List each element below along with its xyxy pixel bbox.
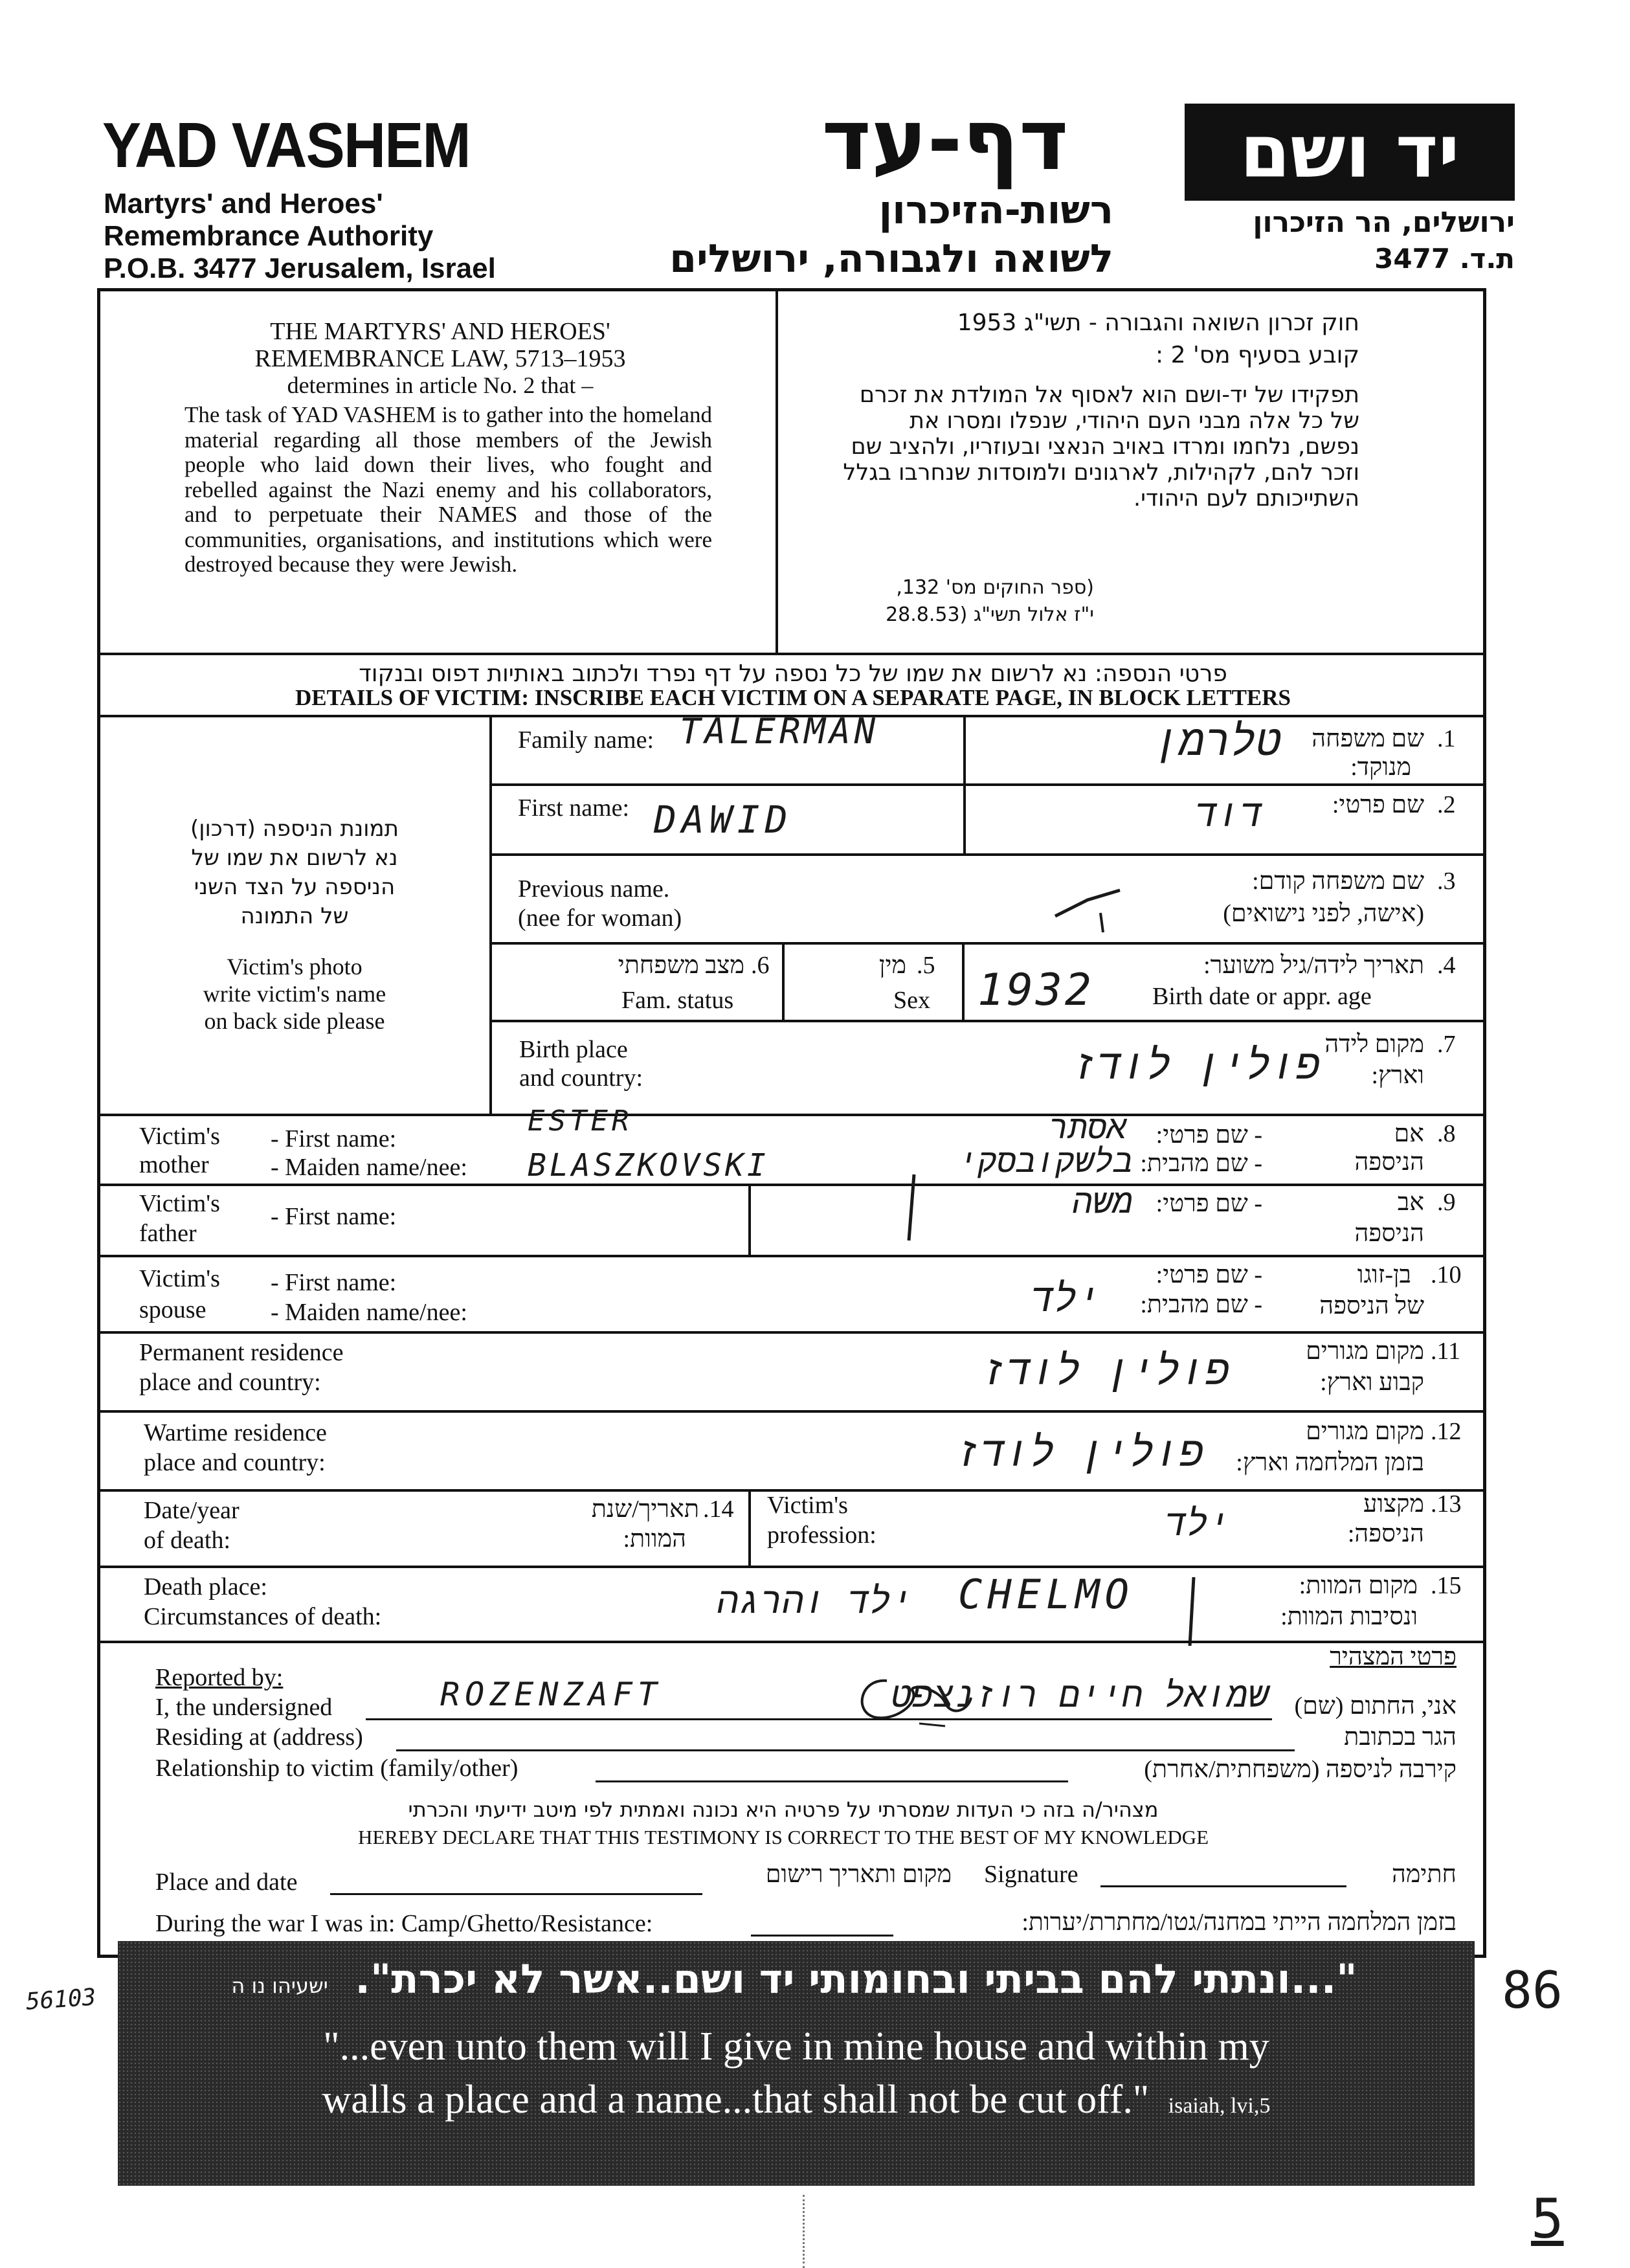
- wartime-residence-he-value[interactable]: פולין לודז: [955, 1428, 1204, 1476]
- law-he-title1: חוק זכרון השואה והגבורה - תשי"ג 1953: [957, 309, 1359, 336]
- signature-scribble: [848, 1672, 977, 1736]
- logo-sub-line2: ת.ד. 3477: [1374, 243, 1515, 275]
- authority-he-line1: רשות-הזיכרון: [878, 188, 1113, 233]
- law-he-ref2: י"ז אלול תשי"ג (28.8.53: [886, 603, 1094, 626]
- previous-name-label2: (nee for woman): [518, 904, 682, 932]
- photo-he-4: של התמונה: [240, 903, 349, 929]
- mother-maiden-name-label: - Maiden name/nee:: [271, 1154, 467, 1181]
- previous-name-label: Previous name.: [518, 875, 670, 903]
- previous-name-dash-mark: [1049, 877, 1126, 936]
- photo-he-3: הניספה על הצד השני: [194, 874, 396, 900]
- death-place-value[interactable]: CHELMO: [958, 1571, 1134, 1618]
- permanent-residence-he-label: מקום מגורים: [1306, 1338, 1424, 1365]
- war-he-label: בזמן המלחמה הייתי במחנה/גטו/מחתרת/יערות:: [1022, 1909, 1457, 1936]
- field-4-number: .4: [1437, 952, 1456, 979]
- war-label: During the war I was in: Camp/Ghetto/Resistance:: [155, 1910, 653, 1937]
- profession-label: Victim's: [767, 1492, 848, 1519]
- authority-he-line2: לשואה ולגבורה, ירושלים: [669, 236, 1113, 282]
- field-15-number: .15: [1431, 1572, 1462, 1599]
- law-he-title2: קובע בסעיף מס' 2 :: [1155, 342, 1359, 368]
- banner-he-ref: ישעיהו נו ה: [231, 1973, 328, 1998]
- signature-label: Signature: [984, 1861, 1078, 1888]
- field-14-number: .14: [703, 1496, 734, 1523]
- birth-place-he-value[interactable]: פולין לודז: [1071, 1041, 1321, 1089]
- spouse-he-label2: של הניספה: [1319, 1292, 1424, 1319]
- banner-he: [157, 1955, 1432, 2003]
- victim-header-en: DETAILS OF VICTIM: INSCRIBE EACH VICTIM ON A SEPARATE PAGE, IN BLOCK LETTERS: [295, 685, 1291, 710]
- first-name-value[interactable]: DAWID: [654, 798, 793, 842]
- birth-date-value[interactable]: 1932: [977, 965, 1094, 1016]
- spouse-first-name-label: - First name:: [271, 1269, 397, 1296]
- permanent-residence-he-value[interactable]: פולין לודז: [981, 1347, 1230, 1395]
- photo-he-1: תמונת הניספה (דרכון): [190, 816, 399, 842]
- place-date-label: Place and date: [155, 1869, 298, 1896]
- death-place-slash-mark: [1178, 1573, 1204, 1651]
- family-name-he-label2: מנוקד:: [1350, 754, 1411, 781]
- spouse-maiden-name-he-label: - שם מהבית:: [1140, 1291, 1262, 1318]
- mother-maiden-name-value[interactable]: BLASZKOVSKI: [528, 1147, 769, 1184]
- field-3-number: .3: [1437, 868, 1456, 895]
- field-2-number: .2: [1437, 791, 1456, 818]
- father-first-name-label: - First name:: [271, 1203, 397, 1230]
- first-name-he-value[interactable]: דוד: [1194, 791, 1262, 835]
- victim-header-he: פרטי הנספה: נא לרשום את שמו של כל נספה על דף נפרד ולכתוב באותיות דפוס ובנקוד: [359, 660, 1227, 687]
- margin-right-number: 86: [1502, 1962, 1563, 2020]
- org-address: P.O.B. 3477 Jerusalem, Israel: [104, 253, 496, 284]
- relationship-he-label: קירבה לניספה (משפחתית/אחרת): [1144, 1756, 1457, 1783]
- law-en-body: The task of YAD VASHEM is to gather into the homeland material regarding all those members of the Jewish people who laid down their lives, who fought and rebelled against the Nazi enemy and his collaborators, and to perpetuate their NAMES and those of the communities, organisations, and institutions which were destroyed because they were Jewish.: [184, 402, 712, 577]
- logo-box: [1185, 104, 1515, 201]
- field-10-number: .10: [1431, 1261, 1462, 1288]
- birth-place-he-label2: וארץ:: [1371, 1062, 1424, 1089]
- father-first-name-he-value[interactable]: משה: [1072, 1182, 1133, 1221]
- banner-en-line1: "...even unto them will I give in mine house and within my: [323, 2025, 1269, 2069]
- banner-en-line2-wrap: [118, 2077, 1475, 2123]
- death-date-label: Date/year: [144, 1497, 240, 1524]
- spouse-first-name-he-label: - שם פרטי:: [1156, 1261, 1262, 1288]
- fold-line: [803, 2195, 805, 2268]
- fam-status-label: Fam. status: [621, 987, 734, 1014]
- signature-he-label: חתימה: [1391, 1861, 1457, 1888]
- page-title-he: דף-עד: [821, 91, 1069, 189]
- field-7-number: .7: [1437, 1031, 1456, 1058]
- spouse-he-value[interactable]: ילד: [1030, 1275, 1100, 1321]
- margin-bottom-number: 5: [1531, 2187, 1564, 2251]
- profession-he-label: מקצוע: [1363, 1490, 1424, 1518]
- logo-sub-line1: ירושלים, הר הזיכרון: [1253, 206, 1515, 239]
- family-name-he-value[interactable]: טלרמן: [1153, 715, 1282, 765]
- spouse-label: Victim's: [139, 1265, 220, 1292]
- org-line-1: Martyrs' and Heroes': [104, 188, 383, 219]
- field-6-number: .6: [751, 952, 770, 979]
- profession-he-label2: הניספה:: [1347, 1520, 1424, 1547]
- mother-first-name-label: - First name:: [271, 1125, 397, 1152]
- logo-he: יד ושם: [1240, 110, 1460, 194]
- law-en-title1: THE MARTYRS' AND HEROES': [270, 318, 610, 345]
- law-en-title2: REMEMBRANCE LAW, 5713–1953: [254, 345, 626, 372]
- mother-label: Victim's: [139, 1123, 220, 1150]
- mother-maiden-name-he-label: - שם מהבית:: [1140, 1150, 1262, 1177]
- declare-en: HEREBY DECLARE THAT THIS TESTIMONY IS CORRECT TO THE BEST OF MY KNOWLEDGE: [357, 1826, 1209, 1848]
- family-name-he-label: שם משפחה: [1312, 725, 1424, 752]
- residing-label: Residing at (address): [155, 1723, 363, 1751]
- field-13-number: .13: [1431, 1490, 1462, 1518]
- declare-he: מצהיר/ה בזה כי העדות שמסרתי על פרטיה היא נכונה ואמתית לפי מיטב ידיעתי והכרתי: [408, 1797, 1159, 1822]
- family-name-label: Family name:: [518, 726, 654, 754]
- field-1-number: .1: [1437, 725, 1456, 752]
- field-9-number: .9: [1437, 1189, 1456, 1216]
- field-5-number: .5: [917, 952, 935, 979]
- reporter-name-value[interactable]: ROZENZAFT: [440, 1676, 662, 1713]
- spouse-he-label: בן-זוגו: [1357, 1261, 1411, 1288]
- sex-label: Sex: [893, 987, 930, 1014]
- father-dash-mark: [900, 1169, 926, 1247]
- profession-label2: profession:: [767, 1521, 876, 1549]
- father-label2: father: [139, 1220, 197, 1247]
- death-date-label2: of death:: [144, 1527, 231, 1554]
- mother-first-name-value[interactable]: ESTER: [528, 1105, 633, 1138]
- father-first-name-he-label: - שם פרטי:: [1156, 1190, 1262, 1217]
- permanent-residence-label: Permanent residence: [139, 1339, 344, 1366]
- birth-place-label: Birth place: [519, 1036, 628, 1063]
- profession-he-value[interactable]: ילד: [1165, 1502, 1230, 1544]
- law-en-title3: determines in article No. 2 that –: [287, 372, 594, 398]
- death-circumstances-he-label: ונסיבות המוות:: [1280, 1603, 1418, 1630]
- birth-date-he-label: תאריך לידה/גיל משוער:: [1203, 952, 1424, 979]
- birth-place-label2: and country:: [519, 1064, 643, 1092]
- father-label: Victim's: [139, 1190, 220, 1217]
- father-he-label: אב: [1397, 1189, 1424, 1216]
- mother-first-name-he-value[interactable]: אסתר: [1048, 1108, 1126, 1146]
- mother-label2: mother: [139, 1151, 209, 1178]
- undersigned-he-label: אני, החתום (שם): [1294, 1692, 1457, 1720]
- place-date-he-label: מקום ותאריך רישום: [765, 1861, 952, 1888]
- law-he-ref1: (ספר החוקים מס' 132,: [896, 576, 1094, 599]
- field-11-number: .11: [1431, 1338, 1461, 1365]
- residing-he-label: הגר בכתובת: [1344, 1723, 1457, 1751]
- birth-place-he-label: מקום לידה: [1324, 1031, 1424, 1058]
- first-name-label: First name:: [518, 794, 630, 822]
- spouse-maiden-name-label: - Maiden name/nee:: [271, 1299, 467, 1326]
- birth-date-label: Birth date or appr. age: [1152, 983, 1372, 1010]
- banner-en-line2: walls a place and a name...that shall not be cut off.": [322, 2078, 1150, 2122]
- death-date-he-label2: המוות:: [623, 1525, 686, 1553]
- banner-en-ref: isaiah, lvi,5: [1168, 2094, 1271, 2118]
- org-title-en: YAD VASHEM: [102, 109, 470, 181]
- reporter-he-title: פרטי המצהיר: [1330, 1643, 1457, 1670]
- mother-first-name-he-label: - שם פרטי:: [1156, 1121, 1262, 1149]
- wartime-residence-he-label2: בזמן המלחמה וארץ:: [1236, 1449, 1424, 1476]
- sex-he-label: מין: [878, 952, 906, 979]
- death-date-he-label: תאריך/שנת: [591, 1496, 699, 1523]
- field-12-number: .12: [1431, 1418, 1462, 1445]
- reporter-name-he-value[interactable]: שמואל חיים רוזנצפט: [891, 1674, 1269, 1715]
- mother-he-label2: הניספה: [1354, 1149, 1424, 1176]
- permanent-residence-he-label2: קבוע וארץ:: [1320, 1369, 1424, 1396]
- fam-status-he-label: מצב משפחתי: [618, 952, 744, 979]
- previous-name-he-label2: (אישה, לפני נישואים): [1223, 900, 1424, 927]
- mother-maiden-name-he-value[interactable]: בלשקובסקי: [957, 1142, 1133, 1180]
- reporter-en-title: Reported by:: [155, 1664, 284, 1691]
- relationship-label: Relationship to victim (family/other): [155, 1755, 519, 1782]
- family-name-value[interactable]: TALERMAN: [680, 711, 880, 752]
- law-he-body: תפקידו של יד-ושם הוא לאסוף אל המולדת את זכרם של כל אלה מבני העם היהודי, שנפלו ומסרו את נפשם, נלחמו ומרדו באויב הנאצי ובעוזריו, ולהציב שם וזכר להם, לקהילות, לארגונים ולמוסדות שנחרבו בגלל השתייכותם לעם היהודי.: [843, 382, 1359, 511]
- first-name-he-label: שם פרטי:: [1332, 791, 1424, 818]
- permanent-residence-label2: place and country:: [139, 1369, 321, 1396]
- photo-en-3: on back side please: [204, 1008, 385, 1034]
- spouse-label2: spouse: [139, 1296, 207, 1323]
- margin-left-number: 56103: [25, 1984, 97, 2015]
- father-he-label2: הניספה: [1354, 1220, 1424, 1247]
- photo-en-2: write victim's name: [203, 981, 386, 1007]
- undersigned-label: I, the undersigned: [155, 1694, 333, 1721]
- wartime-residence-label: Wartime residence: [144, 1419, 327, 1446]
- photo-he-2: נא לרשום את שמו של: [191, 845, 398, 871]
- wartime-residence-label2: place and country:: [144, 1449, 326, 1476]
- org-line-2: Remembrance Authority: [104, 220, 434, 252]
- death-place-he-label: מקום המוות:: [1299, 1572, 1418, 1599]
- field-8-number: .8: [1437, 1120, 1456, 1147]
- death-circumstances-label: Circumstances of death:: [144, 1603, 382, 1630]
- death-place-label: Death place:: [144, 1573, 267, 1600]
- photo-en-1: Victim's photo: [227, 954, 363, 980]
- previous-name-he-label: שם משפחה קודם:: [1252, 868, 1424, 895]
- banner-he-quote: "...ונתתי להם בביתי ובחומותי יד ושם..אשר לא יכרת".: [355, 1955, 1357, 2003]
- death-circumstances-he-value[interactable]: ילד והרגה: [717, 1580, 913, 1622]
- quote-banner: [118, 1941, 1475, 2186]
- mother-he-label: אם: [1394, 1120, 1424, 1147]
- wartime-residence-he-label: מקום מגורים: [1306, 1418, 1424, 1445]
